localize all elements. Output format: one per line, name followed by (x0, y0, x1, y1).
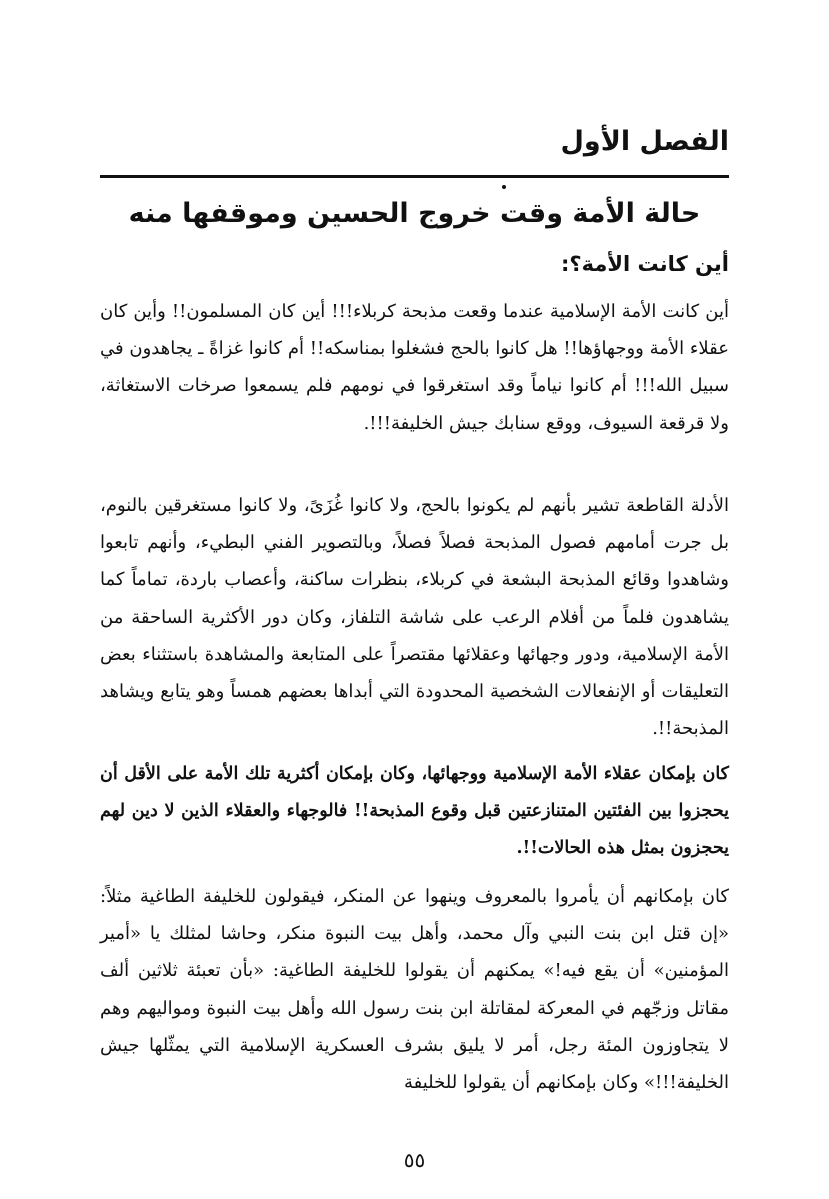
ornament-dot (502, 185, 506, 189)
section-title: حالة الأمة وقت خروج الحسين وموقفها منه (128, 198, 701, 229)
paragraph-3: كان بإمكان عقلاء الأمة الإسلامية ووجهائها، وكان بإمكان أكثرية تلك الأمة على الأقل أن يحجزوا بين الفئتين المتنازعتين قبل وقوع المذبحة!! فالوجهاء والعقلاء الذين لا دين لهم يحجزون بمثل هذه الحالات!!. (100, 764, 729, 859)
subheading: أين كانت الأمة؟: (561, 252, 729, 276)
chapter-heading: الفصل الأول (560, 126, 729, 157)
paragraph-4: كان بإمكانهم أن يأمروا بالمعروف وينهوا عن المنكر، فيقولون للخليفة الطاغية مثلاً: «إن قتل ابن بنت النبي وآل محمد، وأهل بيت النبوة منكر، وحاشا لمثلك يا «أمير المؤمنين» أن يقع فيه!» يمكنهم أن يقولوا للخليفة الطاغية: «بأن تعبئة ثلاثين ألف مقاتل وزجّهم في المعركة لمقاتلة ابن بنت رسول الله وأهل بيت النبوة ومواليهم وهم لا يتجاوزون المئة رجل، أمر لا يليق بشرف العسكرية الإسلامية التي يمثّلها جيش الخليفة!!!» وكان بإمكانهم أن يقولوا للخليفة (100, 886, 729, 1094)
paragraph-2: الأدلة القاطعة تشير بأنهم لم يكونوا بالحج، ولا كانوا غُزَىً، ولا كانوا مستغرقين بالنوم، بل جرت أمامهم فصول المذبحة فصلاً فصلاً، وبالتصوير الفني البطيء، وأنهم تابعوا وشاهدوا وقائع المذبحة البشعة في كربلاء، بنظرات ساكنة، وأعصاب باردة، تماماً كما يشاهدون فلماً من أفلام الرعب على شاشة التلفاز، وكان دور الأكثرية الساحقة من الأمة الإسلامية، ودور وجهائها وعقلائها مقتصراً على المتابعة والمشاهدة باستثناء بعض التعليقات أو الإنفعالات الشخصية المحدودة التي أبداها بعضهم همساً وهو يتابع ويشاهد المذبحة!!. (100, 495, 729, 740)
header-rule (100, 175, 729, 178)
page-number: ٥٥ (403, 1148, 426, 1172)
paragraph-1: أين كانت الأمة الإسلامية عندما وقعت مذبحة كربلاء!!! أين كان المسلمون!! وأين كان عقلاء الأمة ووجهاؤها!! هل كانوا بالحج فشغلوا بمناسكه!! أم كانوا غزاةً ـ يجاهدون في سبيل الله!!! أم كانوا نياماً وقد استغرقوا في نومهم فلم يسمعوا صرخات الاستغاثة، ولا قرقعة السيوف، ووقع سنابك جيش الخليفة!!!. (100, 301, 729, 434)
